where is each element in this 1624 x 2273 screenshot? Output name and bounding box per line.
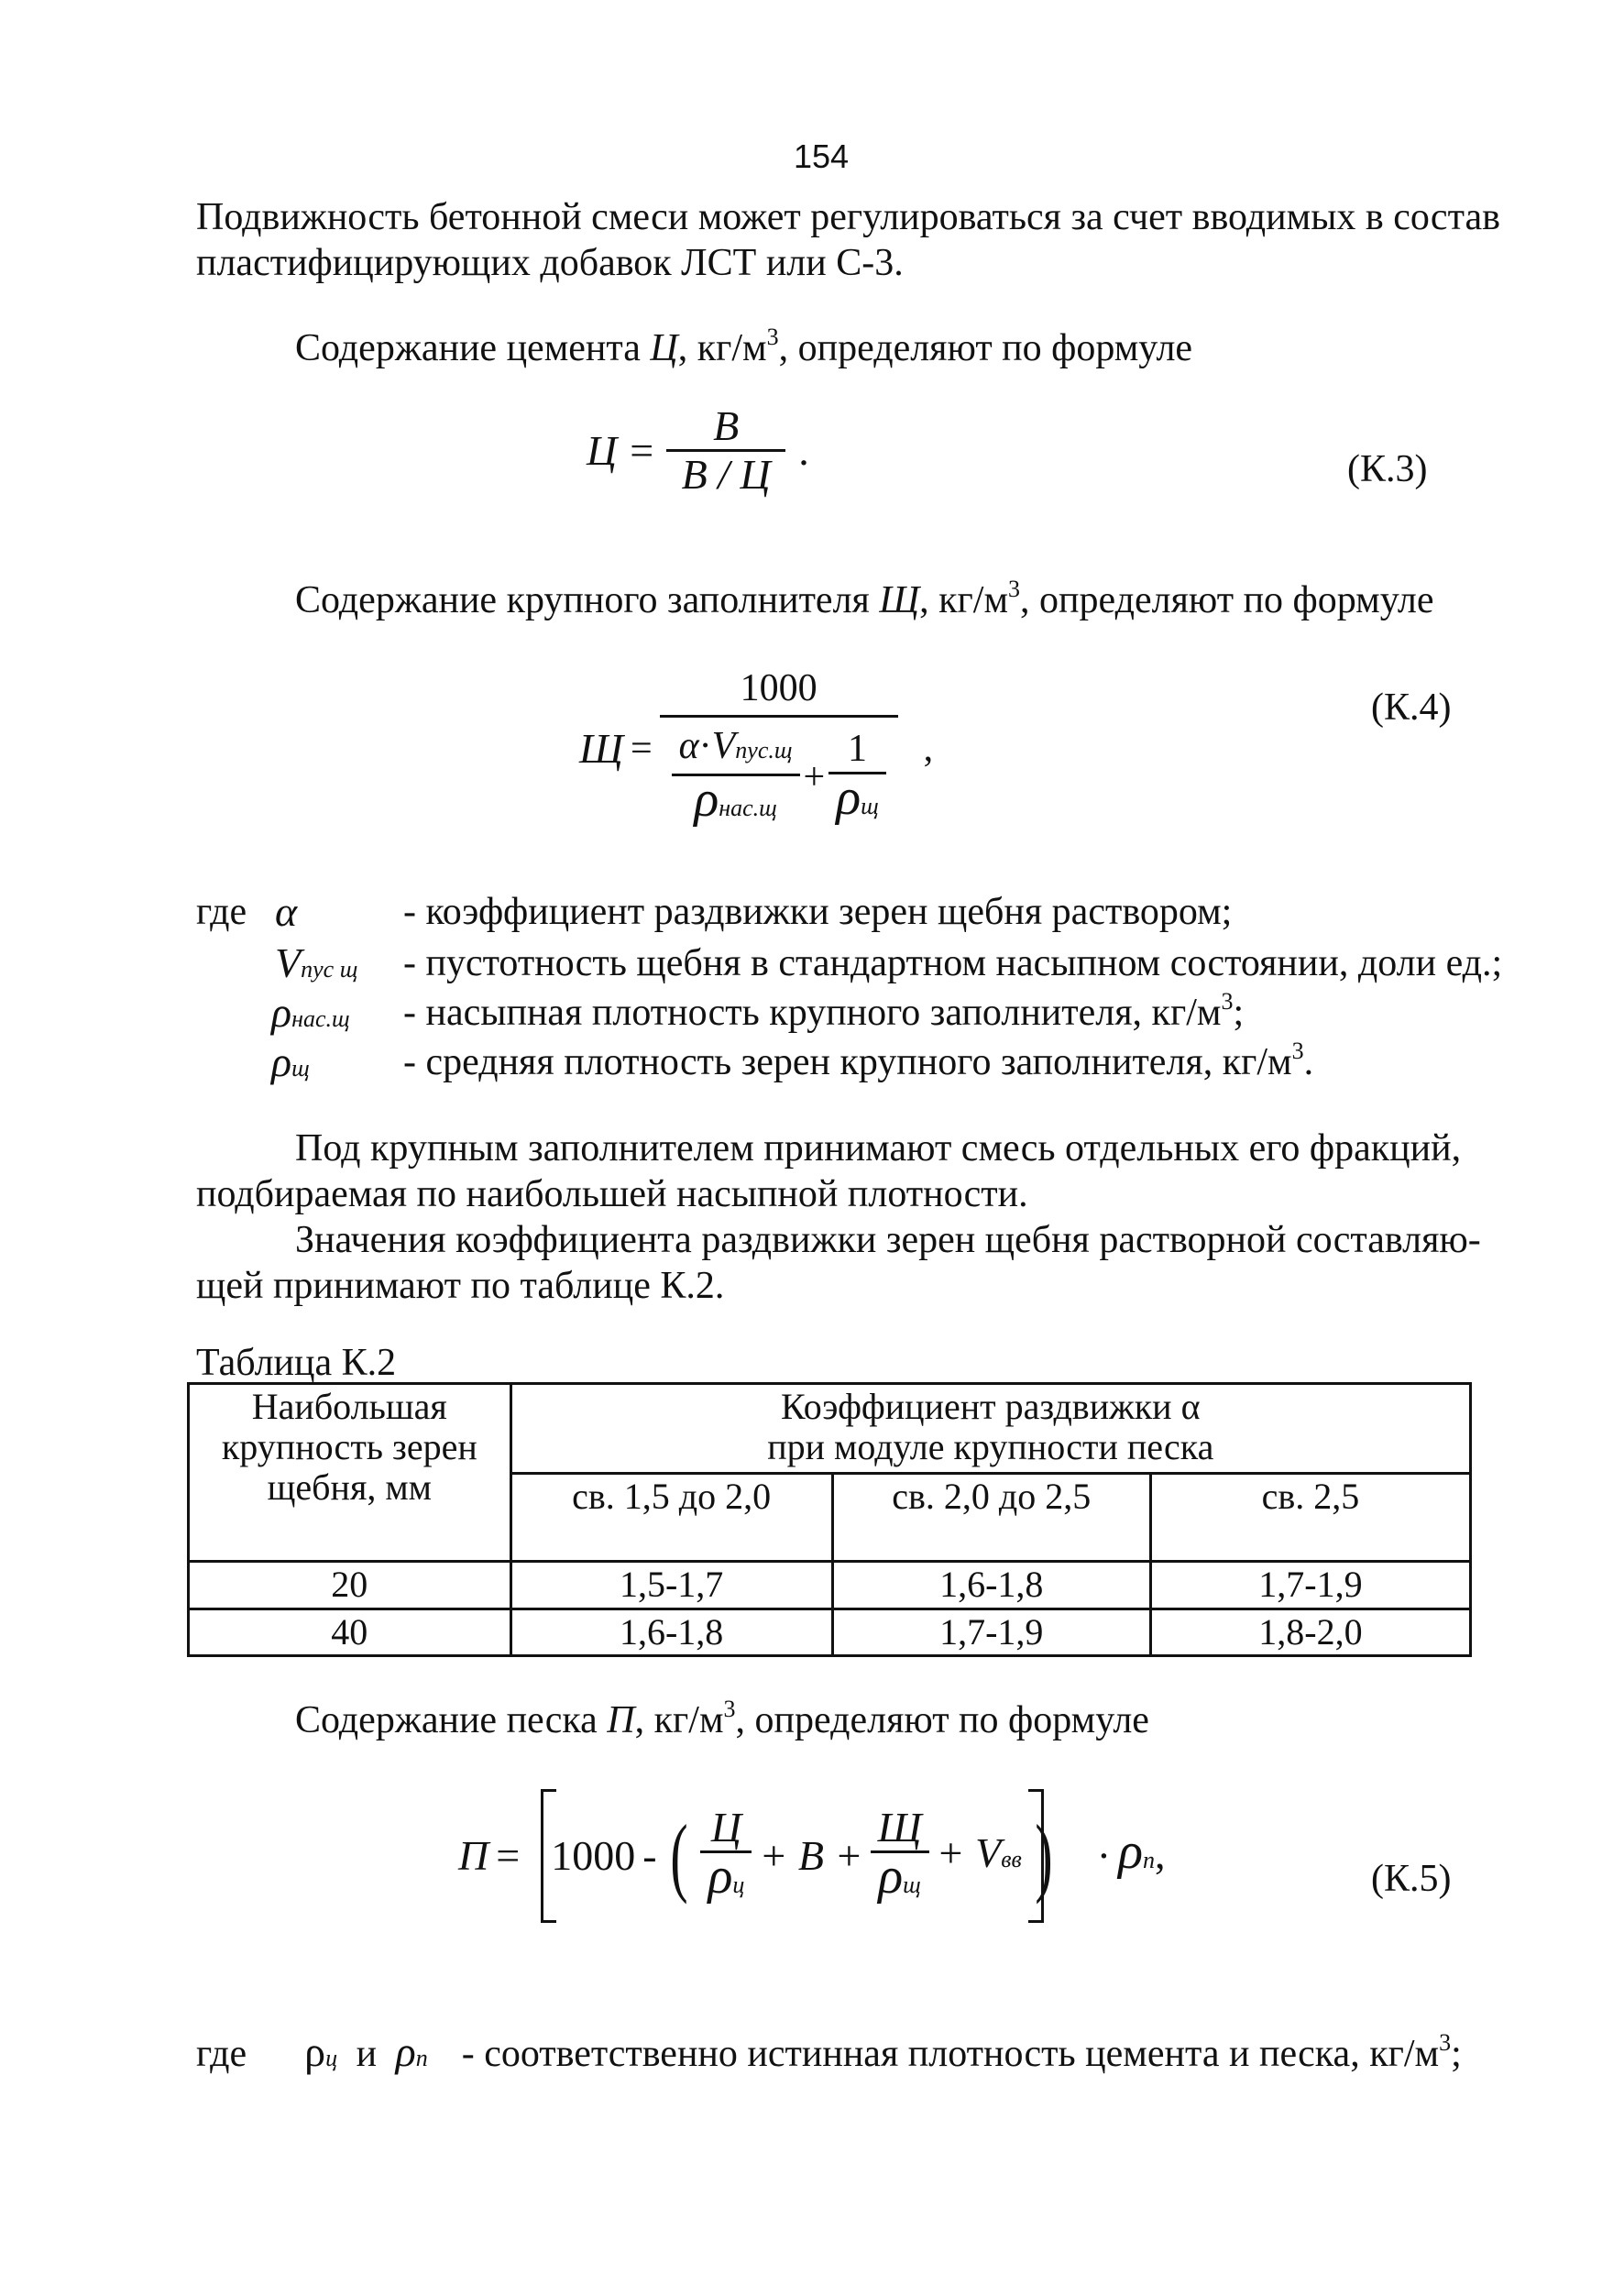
footer-where: где ρц и ρп - соответственно истинная плотность цемента и песка, $кг/м^3$; [196, 2028, 1462, 2075]
where-symbol: Vпус щ [275, 939, 358, 986]
paragraph-line: щей принимают по таблице К.2. [196, 1265, 725, 1307]
table-subheader: св. 2,5 [1150, 1474, 1470, 1562]
where-symbol: ρщ [271, 1038, 310, 1085]
table-cell: 40 [189, 1609, 511, 1656]
where-definition: - средняя плотность зерен крупного заполнителя, $кг/м^3$. [403, 1038, 1314, 1083]
paragraph-line: Под крупным заполнителем принимают смесь отдельных его фракций, [295, 1127, 1462, 1169]
where-symbol: α [275, 888, 298, 935]
paragraph-line: подбираемая по наибольшей насыпной плотности. [196, 1173, 1028, 1215]
table-cell: 1,8-2,0 [1150, 1609, 1470, 1656]
paragraph-line: Подвижность бетонной смеси может регулироваться за счет вводимых в состав [196, 196, 1500, 238]
sand-intro: Содержание песка П, $кг/м^3$, определяют по формуле [295, 1696, 1149, 1741]
table-cell: 20 [189, 1562, 511, 1609]
table-header-size: Наибольшая крупность зерен щебня, мм [189, 1384, 511, 1562]
table-header-coefficient: Коэффициент раздвижки α при модуле крупности песка [510, 1384, 1470, 1474]
where-definition: - коэффициент раздвижки зерен щебня раствором; [403, 891, 1233, 933]
coefficient-table [187, 1382, 1472, 1657]
table-cell: 1,6-1,8 [510, 1609, 832, 1656]
formula-k4: Щ = 1000 $\frac{\text{α·Vпус.щ}}{\text{ρнас.щ}}$ + $\frac{1}{\rho щ}$ , [579, 667, 934, 828]
table-subheader: св. 1,5 до 2,0 [510, 1474, 832, 1562]
table-cell: 1,6-1,8 [832, 1562, 1150, 1609]
formula-k3: Ц = $\frac{В}{В / Ц}$ . [587, 402, 809, 498]
table-cell: 1,7-1,9 [1150, 1562, 1470, 1609]
where-label: где [196, 891, 247, 933]
cement-intro: Содержание цемента Ц, $кг/м^3$, определяют по формуле [295, 324, 1193, 369]
equation-number: (К.4) [1371, 686, 1452, 729]
coarse-intro: Содержание крупного заполнителя Щ, $кг/м^3$, определяют по формуле [295, 576, 1434, 621]
where-symbol: ρнас.щ [271, 989, 350, 1036]
table-cell: 1,5-1,7 [510, 1562, 832, 1609]
table-caption: Таблица К.2 [196, 1342, 397, 1384]
table-cell: 1,7-1,9 [832, 1609, 1150, 1656]
table-row [189, 1609, 1471, 1656]
formula-k5: П = 1000 - ( $\frac{Ц}{\rho ц}$ + В + $\frac{Щ}{\rho щ}$ + Vвв ) · ρп, [458, 1803, 1166, 1905]
paragraph-line: пластифицирующих добавок ЛСТ или С-3. [196, 242, 904, 284]
equation-number: (К.5) [1371, 1858, 1452, 1900]
paragraph-line: Значения коэффициента раздвижки зерен щебня растворной составляю- [295, 1219, 1481, 1261]
table-subheader: св. 2,0 до 2,5 [832, 1474, 1150, 1562]
table-row [189, 1562, 1471, 1609]
where-definition: - пустотность щебня в стандартном насыпном состоянии, доли ед.; [403, 942, 1503, 984]
page-number: 154 [794, 137, 850, 175]
equation-number: (К.3) [1347, 448, 1428, 490]
where-definition: - насыпная плотность крупного заполнителя, $кг/м^3$; [403, 988, 1245, 1034]
